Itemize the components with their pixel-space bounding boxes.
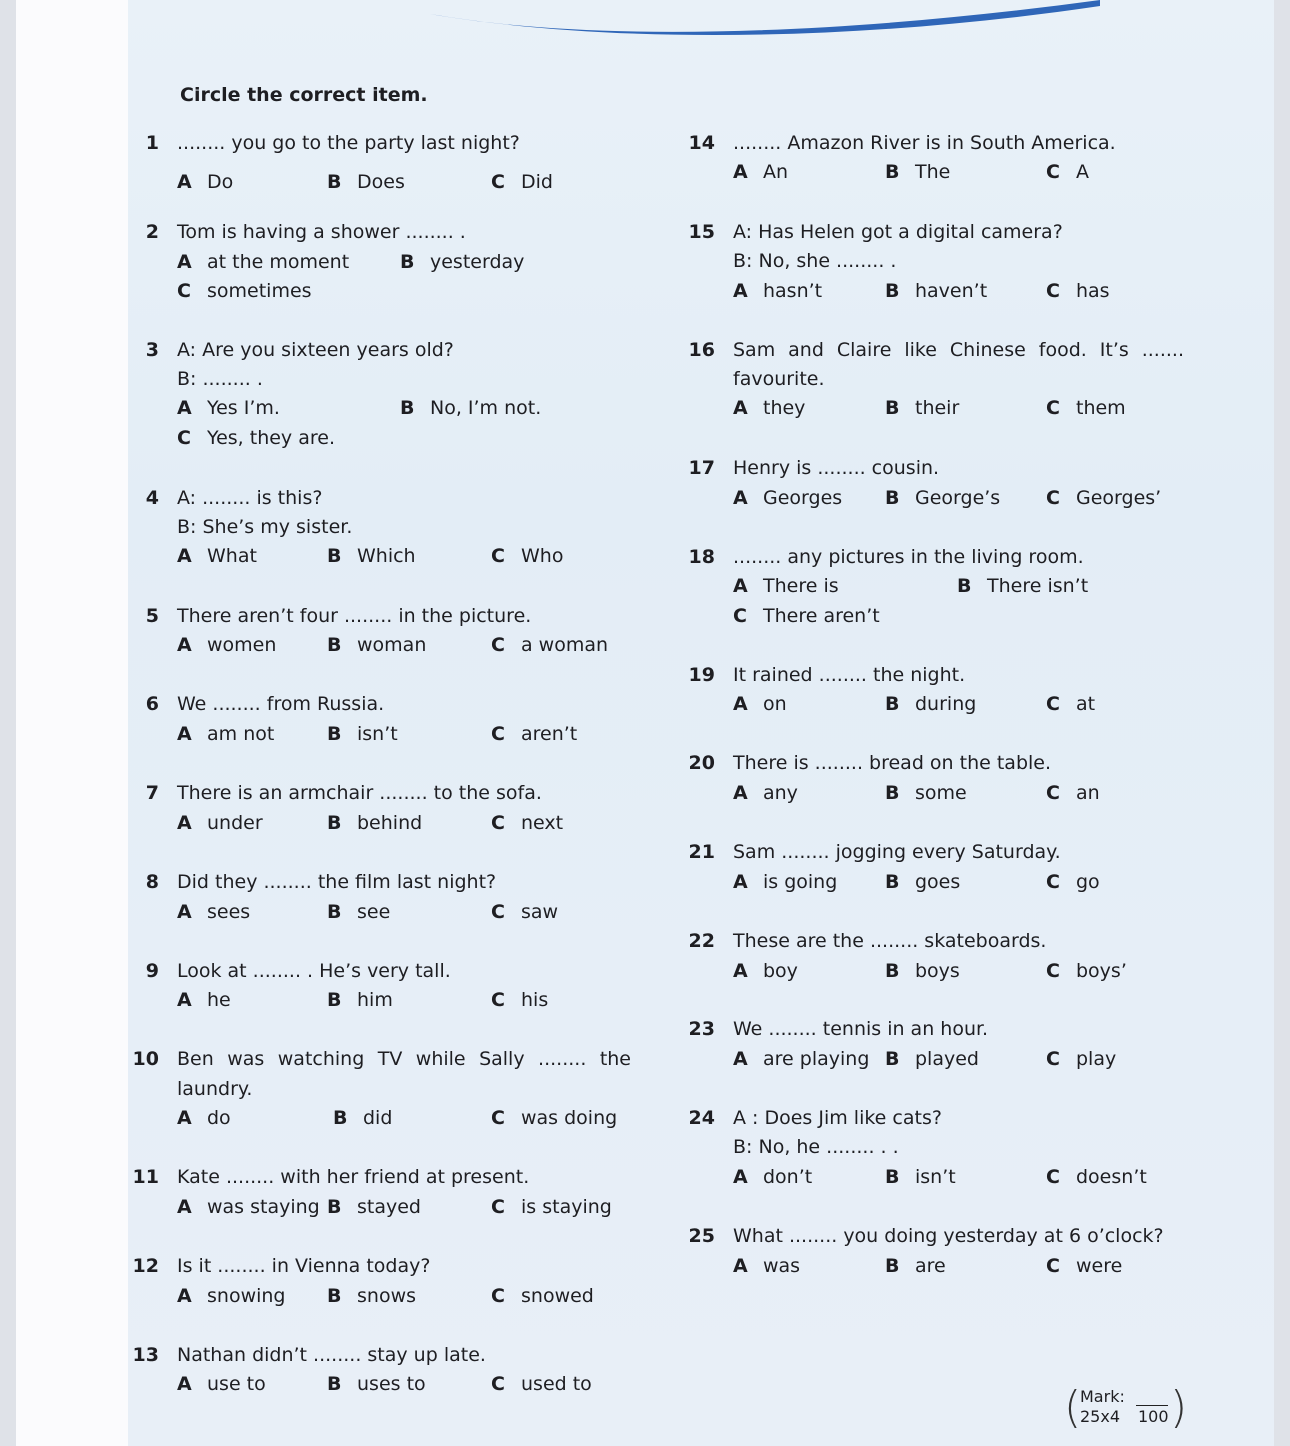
question-text: B: She’s my sister. bbox=[177, 516, 353, 538]
option-text: played bbox=[915, 1048, 979, 1070]
option-letter: C bbox=[1046, 397, 1060, 419]
option-text: There is bbox=[763, 575, 839, 597]
option-text: don’t bbox=[763, 1166, 813, 1188]
option-letter: A bbox=[733, 871, 748, 893]
option-text: boys bbox=[915, 960, 960, 982]
option-text: A bbox=[1076, 161, 1089, 183]
option-text: No, I’m not. bbox=[430, 397, 542, 419]
option-letter: B bbox=[327, 989, 342, 1011]
option-text: Did bbox=[521, 171, 553, 193]
option-letter: A bbox=[177, 1373, 192, 1395]
question-text: Sam ........ jogging every Saturday. bbox=[733, 841, 1061, 863]
option-letter: B bbox=[327, 901, 342, 923]
option-letter: C bbox=[1046, 782, 1060, 804]
question-number: 3 bbox=[145, 339, 159, 361]
option-text: behind bbox=[357, 812, 423, 834]
question-number: 8 bbox=[145, 871, 159, 893]
option-letter: A bbox=[733, 782, 748, 804]
option-text: on bbox=[763, 693, 787, 715]
question-text: It rained ........ the night. bbox=[733, 664, 966, 686]
option-text: is staying bbox=[521, 1196, 612, 1218]
option-text: see bbox=[357, 901, 391, 923]
option-letter: A bbox=[733, 161, 748, 183]
option-letter: C bbox=[491, 1285, 505, 1307]
option-text: hasn’t bbox=[763, 280, 823, 302]
option-text: was staying bbox=[207, 1196, 320, 1218]
question-text: Look at ........ . He’s very tall. bbox=[177, 960, 451, 982]
option-text: The bbox=[915, 161, 951, 183]
option-letter: C bbox=[491, 723, 505, 745]
question-text: ........ Amazon River is in South America. bbox=[733, 132, 1116, 154]
option-letter: B bbox=[885, 397, 900, 419]
right-bracket: ) bbox=[1170, 1382, 1188, 1433]
option-text: play bbox=[1076, 1048, 1117, 1070]
option-letter: B bbox=[327, 812, 342, 834]
option-letter: C bbox=[491, 545, 505, 567]
option-letter: C bbox=[491, 989, 505, 1011]
option-text: Georges’ bbox=[1076, 487, 1162, 509]
option-text: are bbox=[915, 1255, 946, 1277]
option-letter: B bbox=[885, 161, 900, 183]
option-text: them bbox=[1076, 397, 1126, 419]
option-letter: A bbox=[733, 280, 748, 302]
option-letter: A bbox=[733, 397, 748, 419]
question-number: 7 bbox=[145, 782, 159, 804]
option-text: they bbox=[763, 397, 806, 419]
option-text: Does bbox=[357, 171, 405, 193]
option-text: There isn’t bbox=[987, 575, 1089, 597]
question-text: favourite. bbox=[733, 368, 825, 390]
option-letter: A bbox=[177, 901, 192, 923]
option-text: Georges bbox=[763, 487, 843, 509]
option-text: has bbox=[1076, 280, 1110, 302]
mark-box bbox=[1064, 1382, 1188, 1436]
option-text: sees bbox=[207, 901, 251, 923]
option-text: sometimes bbox=[207, 280, 312, 302]
option-text: at bbox=[1076, 693, 1096, 715]
question-text: These are the ........ skateboards. bbox=[733, 930, 1047, 952]
option-letter: C bbox=[1046, 1166, 1060, 1188]
question-number: 2 bbox=[145, 221, 159, 243]
option-letter: B bbox=[885, 1048, 900, 1070]
question-text: A: Are you sixteen years old? bbox=[177, 339, 454, 361]
question-number: 20 bbox=[688, 752, 715, 774]
question-text: laundry. bbox=[177, 1078, 253, 1100]
question-text: B: ........ . bbox=[177, 368, 263, 390]
question-text: What ........ you doing yesterday at 6 o’clock? bbox=[733, 1225, 1164, 1247]
question-number: 13 bbox=[132, 1344, 159, 1366]
mark-label: Mark: bbox=[1080, 1387, 1125, 1406]
option-text: an bbox=[1076, 782, 1100, 804]
question-number: 17 bbox=[688, 457, 715, 479]
question-number: 25 bbox=[688, 1225, 715, 1247]
question-number: 6 bbox=[145, 693, 159, 715]
question-number: 10 bbox=[132, 1048, 159, 1070]
mark-line bbox=[1136, 1405, 1168, 1406]
option-text: during bbox=[915, 693, 977, 715]
option-letter: C bbox=[177, 280, 191, 302]
option-letter: B bbox=[400, 397, 415, 419]
option-letter: A bbox=[733, 960, 748, 982]
question-text: A: Has Helen got a digital camera? bbox=[733, 221, 1063, 243]
question-number: 4 bbox=[145, 487, 159, 509]
question-text: A: ........ is this? bbox=[177, 487, 323, 509]
option-letter: B bbox=[333, 1107, 348, 1129]
option-letter: C bbox=[1046, 487, 1060, 509]
option-text: There aren’t bbox=[763, 605, 880, 627]
option-letter: B bbox=[885, 960, 900, 982]
option-letter: A bbox=[177, 171, 192, 193]
option-text: him bbox=[357, 989, 393, 1011]
option-text: snows bbox=[357, 1285, 417, 1307]
option-text: do bbox=[207, 1107, 231, 1129]
question-number: 19 bbox=[688, 664, 715, 686]
option-text: haven’t bbox=[915, 280, 988, 302]
option-text: next bbox=[521, 812, 564, 834]
option-letter: A bbox=[177, 723, 192, 745]
option-letter: C bbox=[491, 1107, 505, 1129]
option-letter: C bbox=[1046, 161, 1060, 183]
option-letter: C bbox=[1046, 693, 1060, 715]
option-letter: C bbox=[491, 901, 505, 923]
question-text: ........ any pictures in the living room. bbox=[733, 546, 1084, 568]
question-text: Kate ........ with her friend at present. bbox=[177, 1166, 530, 1188]
option-text: any bbox=[763, 782, 798, 804]
option-letter: B bbox=[327, 723, 342, 745]
option-text: a woman bbox=[521, 634, 609, 656]
option-text: yesterday bbox=[430, 251, 525, 273]
option-text: stayed bbox=[357, 1196, 421, 1218]
question-number: 23 bbox=[688, 1018, 715, 1040]
option-letter: C bbox=[491, 1373, 505, 1395]
question-number: 18 bbox=[688, 546, 715, 568]
question-number: 24 bbox=[688, 1107, 715, 1129]
option-letter: C bbox=[491, 812, 505, 834]
question-number: 21 bbox=[688, 841, 715, 863]
question-text: Sam and Claire like Chinese food. It’s ....... bbox=[733, 339, 1184, 361]
option-letter: A bbox=[177, 545, 192, 567]
question-text: Ben was watching TV while Sally ........ the bbox=[177, 1048, 631, 1070]
option-letter: B bbox=[885, 280, 900, 302]
question-text: We ........ from Russia. bbox=[177, 693, 385, 715]
option-letter: B bbox=[327, 171, 342, 193]
option-letter: A bbox=[733, 1255, 748, 1277]
option-letter: B bbox=[327, 545, 342, 567]
option-text: use to bbox=[207, 1373, 266, 1395]
option-text: snowing bbox=[207, 1285, 286, 1307]
option-text: isn’t bbox=[357, 723, 398, 745]
option-letter: B bbox=[885, 871, 900, 893]
option-letter: A bbox=[177, 251, 192, 273]
option-letter: A bbox=[177, 989, 192, 1011]
option-text: did bbox=[363, 1107, 393, 1129]
question-text: Is it ........ in Vienna today? bbox=[177, 1255, 431, 1277]
option-letter: C bbox=[491, 634, 505, 656]
header-decoration bbox=[420, 0, 1100, 42]
option-text: boy bbox=[763, 960, 798, 982]
option-text: doesn’t bbox=[1076, 1166, 1147, 1188]
mark-denominator: 25x4 bbox=[1080, 1407, 1121, 1426]
option-letter: B bbox=[885, 782, 900, 804]
option-letter: A bbox=[177, 397, 192, 419]
option-letter: A bbox=[733, 1166, 748, 1188]
option-text: Which bbox=[357, 545, 416, 567]
option-text: Yes, they are. bbox=[207, 427, 335, 449]
question-text: There is ........ bread on the table. bbox=[733, 752, 1052, 774]
question-text: There aren’t four ........ in the picture. bbox=[177, 605, 532, 627]
option-text: aren’t bbox=[521, 723, 578, 745]
option-letter: C bbox=[1046, 871, 1060, 893]
option-letter: C bbox=[1046, 1255, 1060, 1277]
option-text: is going bbox=[763, 871, 838, 893]
option-letter: B bbox=[885, 487, 900, 509]
option-letter: C bbox=[1046, 280, 1060, 302]
option-letter: C bbox=[733, 605, 747, 627]
left-bracket: ( bbox=[1064, 1382, 1082, 1433]
option-letter: C bbox=[491, 1196, 505, 1218]
option-letter: B bbox=[885, 693, 900, 715]
question-number: 14 bbox=[688, 132, 715, 154]
question-text: We ........ tennis in an hour. bbox=[733, 1018, 989, 1040]
question-number: 5 bbox=[145, 605, 159, 627]
question-number: 11 bbox=[132, 1166, 159, 1188]
option-text: An bbox=[763, 161, 789, 183]
question-number: 12 bbox=[132, 1255, 159, 1277]
option-text: uses to bbox=[357, 1373, 426, 1395]
question-text: There is an armchair ........ to the sofa. bbox=[177, 782, 542, 804]
option-letter: A bbox=[733, 575, 748, 597]
question-text: Henry is ........ cousin. bbox=[733, 457, 940, 479]
question-text: B: No, she ........ . bbox=[733, 250, 897, 272]
option-text: boys’ bbox=[1076, 960, 1127, 982]
option-letter: B bbox=[327, 1196, 342, 1218]
question-number: 16 bbox=[688, 339, 715, 361]
option-text: his bbox=[521, 989, 549, 1011]
option-text: snowed bbox=[521, 1285, 594, 1307]
option-text: woman bbox=[357, 634, 427, 656]
option-letter: C bbox=[1046, 960, 1060, 982]
question-text: Nathan didn’t ........ stay up late. bbox=[177, 1344, 486, 1366]
option-text: Yes I’m. bbox=[207, 397, 280, 419]
option-text: are playing bbox=[763, 1048, 870, 1070]
option-text: Who bbox=[521, 545, 564, 567]
question-number: 1 bbox=[145, 132, 159, 154]
option-letter: A bbox=[177, 1196, 192, 1218]
option-text: was bbox=[763, 1255, 801, 1277]
option-text: at the moment bbox=[207, 251, 350, 273]
option-text: women bbox=[207, 634, 277, 656]
question-text: B: No, he ........ . . bbox=[733, 1136, 899, 1158]
question-text: Did they ........ the film last night? bbox=[177, 871, 497, 893]
option-letter: B bbox=[885, 1166, 900, 1188]
option-letter: C bbox=[1046, 1048, 1060, 1070]
option-text: their bbox=[915, 397, 960, 419]
option-text: under bbox=[207, 812, 263, 834]
option-letter: C bbox=[177, 427, 191, 449]
option-letter: A bbox=[177, 634, 192, 656]
option-letter: B bbox=[885, 1255, 900, 1277]
question-number: 15 bbox=[688, 221, 715, 243]
option-letter: B bbox=[957, 575, 972, 597]
option-letter: C bbox=[491, 171, 505, 193]
option-text: George’s bbox=[915, 487, 1001, 509]
question-number: 9 bbox=[145, 960, 159, 982]
option-letter: A bbox=[733, 487, 748, 509]
question-text: ........ you go to the party last night? bbox=[177, 132, 520, 154]
instruction-title: Circle the correct item. bbox=[180, 84, 428, 106]
option-text: used to bbox=[521, 1373, 592, 1395]
option-text: What bbox=[207, 545, 257, 567]
option-letter: A bbox=[177, 1285, 192, 1307]
option-text: was doing bbox=[521, 1107, 618, 1129]
option-letter: A bbox=[177, 812, 192, 834]
option-text: saw bbox=[521, 901, 559, 923]
option-text: he bbox=[207, 989, 231, 1011]
option-letter: A bbox=[177, 1107, 192, 1129]
question-text: A : Does Jim like cats? bbox=[733, 1107, 942, 1129]
option-letter: A bbox=[733, 693, 748, 715]
option-letter: B bbox=[327, 1373, 342, 1395]
option-text: am not bbox=[207, 723, 275, 745]
option-text: go bbox=[1076, 871, 1100, 893]
option-text: isn’t bbox=[915, 1166, 956, 1188]
question-number: 22 bbox=[688, 930, 715, 952]
option-text: Do bbox=[207, 171, 234, 193]
option-letter: B bbox=[327, 634, 342, 656]
option-letter: B bbox=[400, 251, 415, 273]
option-letter: A bbox=[733, 1048, 748, 1070]
mark-total: 100 bbox=[1138, 1407, 1169, 1426]
option-text: were bbox=[1076, 1255, 1123, 1277]
option-text: goes bbox=[915, 871, 961, 893]
question-text: Tom is having a shower ........ . bbox=[177, 221, 466, 243]
option-letter: B bbox=[327, 1285, 342, 1307]
option-text: some bbox=[915, 782, 967, 804]
